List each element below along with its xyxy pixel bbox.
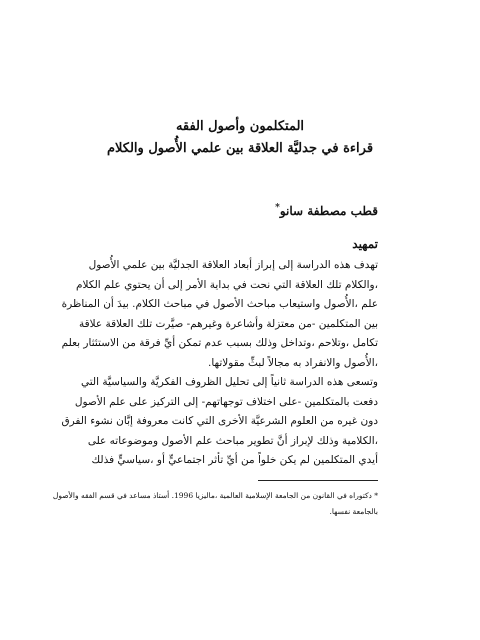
text-line: تكامل ،وتلاحم ،وتداخل وذلك بسبب عدم تمكن أيِّ فرقة من الاستئثار بعلم <box>61 337 378 349</box>
text-line: ،الكلامية وذلك لإبراز أنَّ تطوير مباحث علم الأصول وموضوعاته على <box>87 434 378 447</box>
section-heading: تمهيد <box>352 237 378 251</box>
text-line: أيدي المتكلمين لم يكن خلواً من أيِّ تأثر اجتماعيٍّ أو ،سياسيٍّ فذلك <box>91 454 378 466</box>
text-line: علم ،الأُصول واستيعاب مباحث الأصول في مباحث الكلام. بيدَ أن المناظرة <box>61 298 378 310</box>
paper-subtitle: قراءة في جدليَّة العلاقة بين علمي الأُصول والكلام <box>106 141 374 156</box>
author-name: قطب مصطفة سانو <box>279 204 378 218</box>
author-line <box>275 200 378 219</box>
text-line: ،الأُصول والانفراد به مجالاً لبثِّ مقولاتها. <box>207 356 378 369</box>
footnote-marker: * <box>275 203 280 213</box>
text-line: تهدف هذه الدراسة إلى إبراز أبعاد العلاقة الجدليَّة بين علمي الأُصول <box>88 259 378 271</box>
text-line: دون غيره من العلوم الشرعيَّة الأخرى التي كانت معروفة إبَّان نشوء الفرق <box>61 415 378 427</box>
paper-title: المتكلمون وأصول الفقه <box>175 119 305 134</box>
text-line: بين المتكلمين -من معتزلة وأشاعرة وغيرهم- صيَّرت تلك العلاقة علاقة <box>78 317 378 330</box>
text-line: وتسعى هذه الدراسة ثانياً إلى تحليل الظروف الفكريَّة والسياسيَّة التي <box>81 376 378 388</box>
footnote-separator <box>258 480 378 481</box>
footnote-line: * دكتوراه في القانون من الجامعة الإسلامية العالمية ،ماليزيا 1996. أستاذ مساعد في قسم الفقه والأصول <box>52 491 378 500</box>
text-line: دفعت بالمتكلمين -على اختلاف توجهاتهم- إلى التركيز على علم الأصول <box>74 395 378 408</box>
paragraph-2 <box>61 373 378 471</box>
footnote <box>52 488 378 520</box>
body-text <box>61 256 378 471</box>
paragraph-1 <box>61 256 378 373</box>
footnote-line: بالجامعة نفسها. <box>329 507 378 516</box>
text-line: ،والكلام تلك العلاقة التي نحت في بداية الأمر إلى أن يحتوي علم الكلام <box>76 278 378 291</box>
